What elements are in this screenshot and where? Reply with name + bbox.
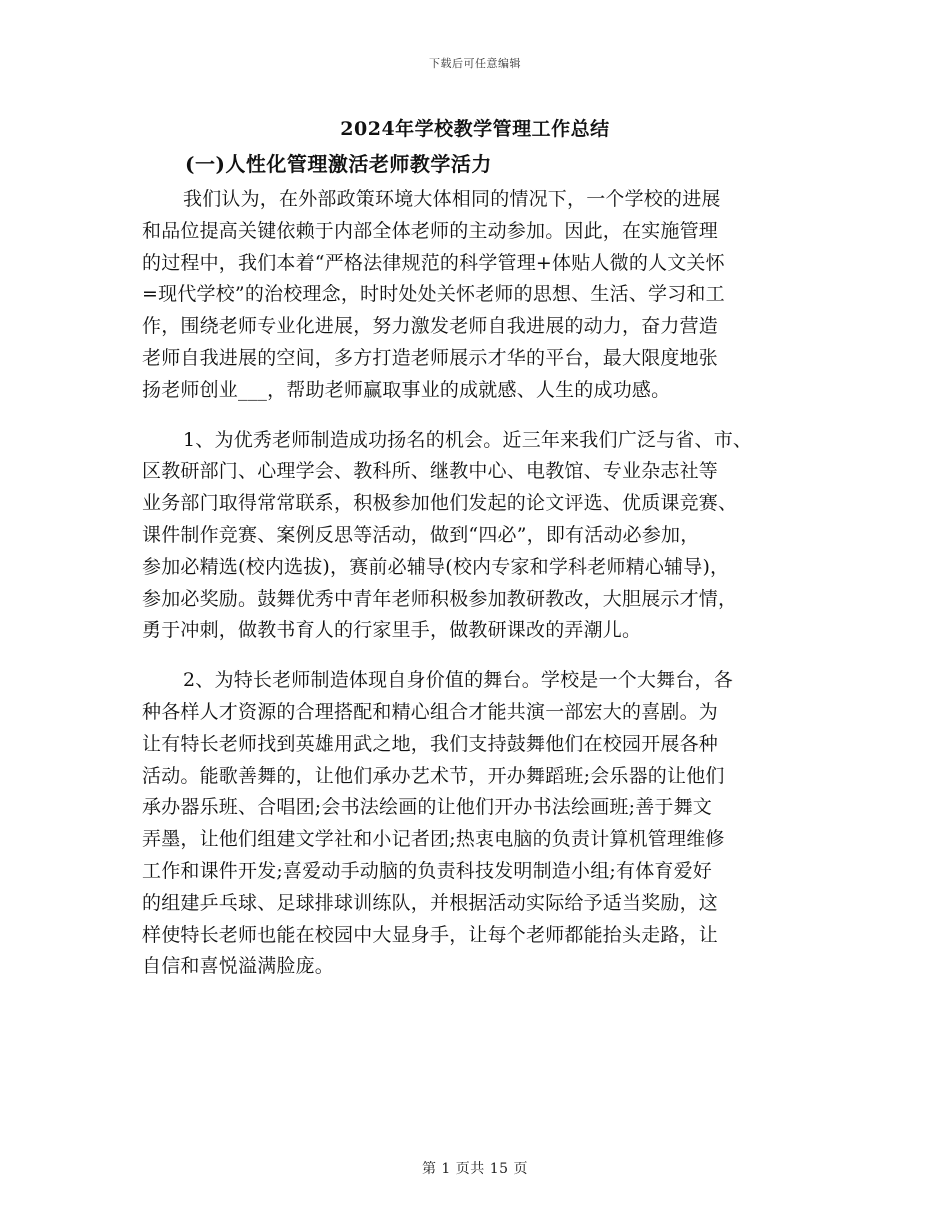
- paragraph-3: [142, 665, 802, 983]
- document-title: 2024年学校教学管理工作总结: [340, 118, 610, 140]
- paragraph-spacer: [142, 647, 802, 665]
- page-header: 下载后可任意编辑: [429, 57, 521, 70]
- paragraph-line: 活动。能歌善舞的，让他们承办艺术节，开办舞蹈班;会乐器的让他们: [142, 764, 725, 787]
- paragraph-spacer: [142, 407, 802, 425]
- page-footer: 第 1 页共 15 页: [421, 1161, 529, 1177]
- paragraph-line: 的过程中，我们本着“严格法律规范的科学管理+体贴人微的人文关怀: [142, 251, 725, 274]
- paragraph-line: 参加必奖励。鼓舞优秀中青年老师积极参加教研教改，大胆展示才情，: [142, 587, 738, 610]
- paragraph-line: 的组建乒乓球、足球排球训练队，并根据活动实际给予适当奖励，这: [142, 891, 719, 914]
- paragraph-line: 工作和课件开发;喜爱动手动脑的负责科技发明制造小组;有体育爱好: [142, 859, 713, 882]
- paragraph-line: =现代学校”的治校理念，时时处处关怀老师的思想、生活、学习和工: [142, 283, 725, 306]
- paragraph-line: 参加必精选(校内选拔)，赛前必辅导(校内专家和学科老师精心辅导)，: [142, 555, 730, 578]
- paragraph-line: 和品位提高关键依赖于内部全体老师的主动参加。因此，在实施管理: [142, 219, 719, 242]
- paragraph-line: 让有特长老师找到英雄用武之地，我们支持鼓舞他们在校园开展各种: [142, 732, 719, 755]
- paragraph-line: 种各样人才资源的合理搭配和精心组合才能共演一部宏大的喜剧。为: [142, 700, 719, 723]
- document-body: [142, 184, 802, 983]
- paragraph-line: 勇于冲刺，做教书育人的行家里手，做教研课改的弄潮儿。: [142, 619, 642, 642]
- paragraph-line: 业务部门取得常常联系，积极参加他们发起的论文评选、优质课竞赛、: [142, 492, 738, 515]
- paragraph-1: [142, 184, 802, 407]
- paragraph-line: 作，围绕老师专业化进展，努力激发老师自我进展的动力，奋力营造: [142, 315, 719, 338]
- paragraph-line: 弄墨，让他们组建文学社和小记者团;热衷电脑的负责计算机管理维修: [142, 828, 725, 851]
- paragraph-line: 扬老师创业___，帮助老师赢取事业的成就感、人生的成功感。: [142, 378, 671, 401]
- paragraph-line: 老师自我进展的空间，多方打造老师展示才华的平台，最大限度地张: [142, 346, 719, 369]
- section-heading: (一)人性化管理激活老师教学活力: [185, 152, 492, 176]
- paragraph-line: 承办器乐班、合唱团;会书法绘画的让他们开办书法绘画班;善于舞文: [142, 796, 713, 819]
- paragraph-line: 自信和喜悦溢满脸庞。: [142, 955, 335, 978]
- paragraph-line: 我们认为，在外部政策环境大体相同的情况下，一个学校的进展: [183, 188, 721, 210]
- paragraph-line: 2、为特长老师制造体现自身价值的舞台。学校是一个大舞台，各: [183, 669, 733, 692]
- paragraph-line: 课件制作竞赛、案例反思等活动，做到“四必”，即有活动必参加，: [142, 523, 700, 546]
- paragraph-line: 样使特长老师也能在校园中大显身手，让每个老师都能抬头走路，让: [142, 923, 719, 946]
- paragraph-line: 1、为优秀老师制造成功扬名的机会。近三年来我们广泛与省、市、: [183, 428, 753, 451]
- paragraph-line: 区教研部门、心理学会、教科所、继教中心、电教馆、专业杂志社等: [142, 460, 719, 483]
- paragraph-2: [142, 425, 802, 648]
